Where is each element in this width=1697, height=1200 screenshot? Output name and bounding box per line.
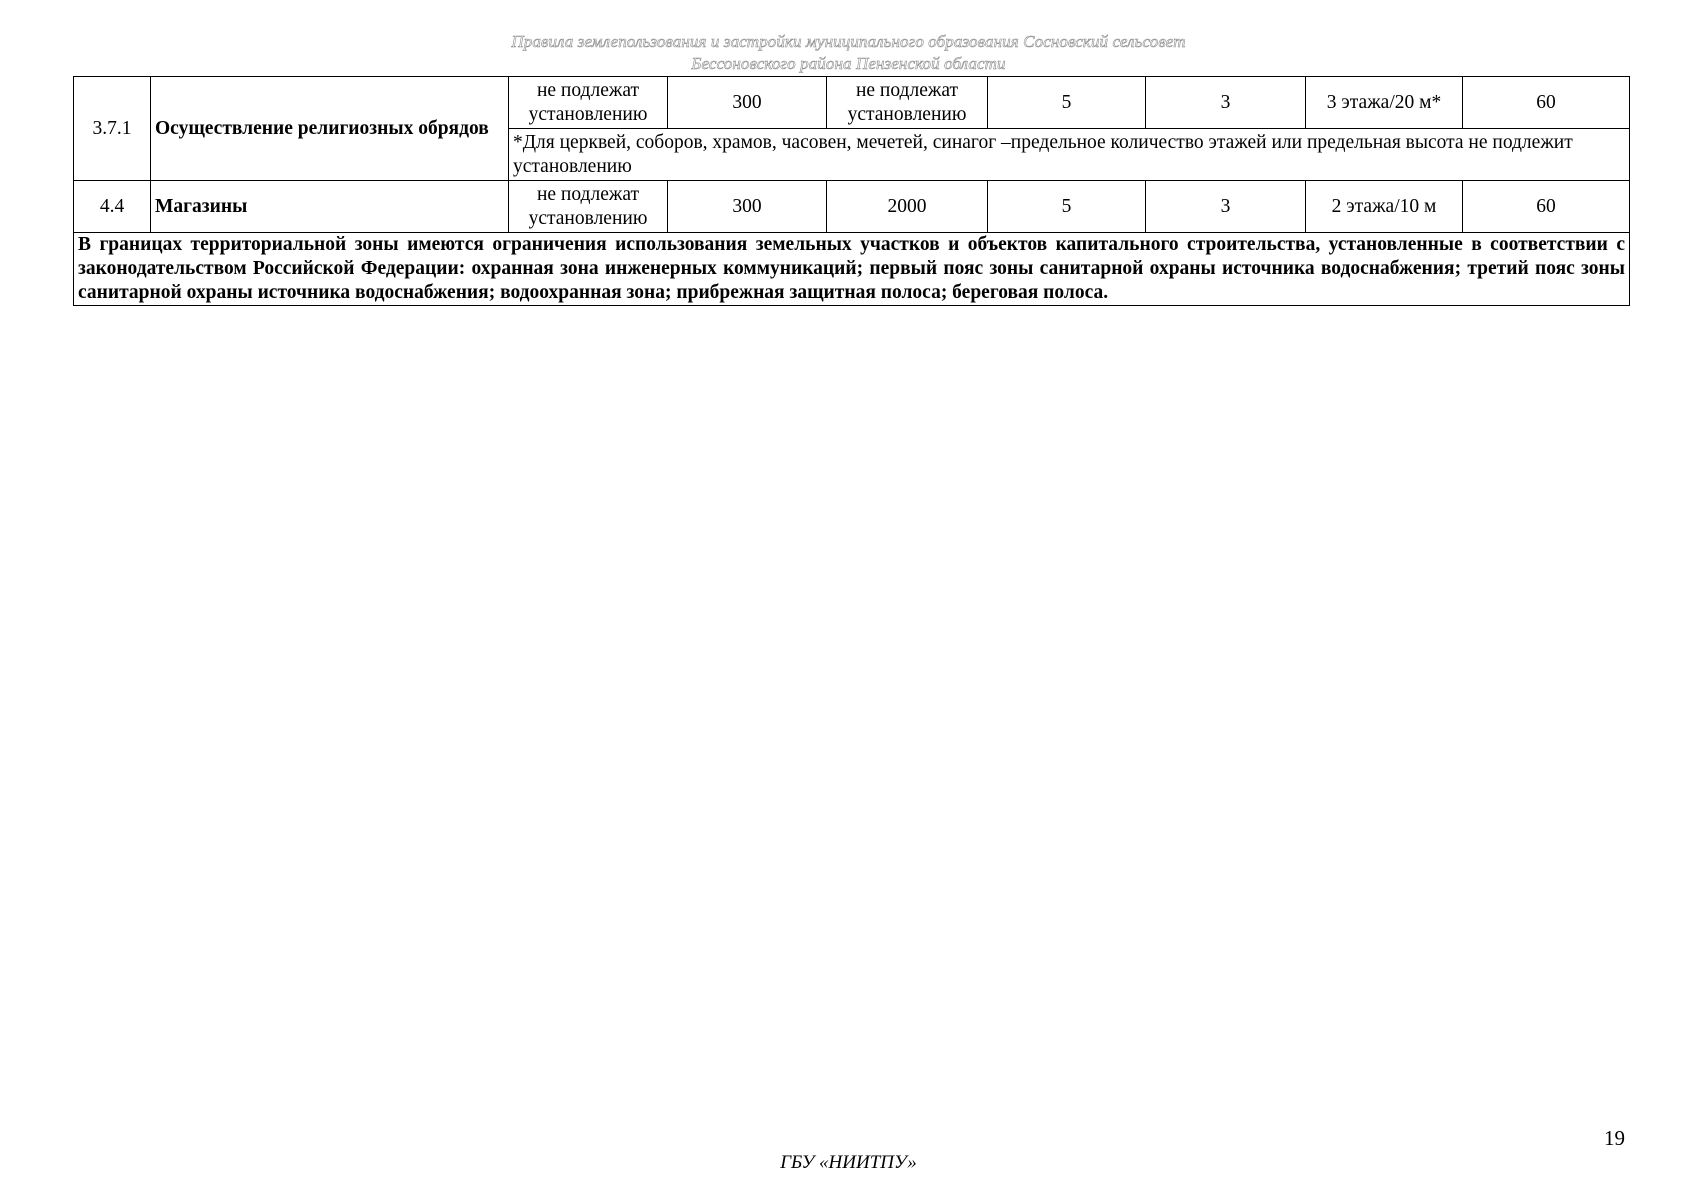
table-cell: не подлежат установлению bbox=[509, 77, 668, 129]
zoning-regulations-table bbox=[73, 76, 1630, 306]
table-cell: 2 этажа/10 м bbox=[1306, 181, 1463, 233]
table-cell: 60 bbox=[1463, 77, 1630, 129]
table-cell: 3 этажа/20 м* bbox=[1306, 77, 1463, 129]
row-name: Магазины bbox=[151, 181, 509, 233]
row-name: Осуществление религиозных обрядов bbox=[151, 77, 509, 181]
table-cell: 60 bbox=[1463, 181, 1630, 233]
table-cell: 3 bbox=[1146, 77, 1306, 129]
table-cell: не подлежат установлению bbox=[509, 181, 668, 233]
table-cell: 2000 bbox=[827, 181, 988, 233]
header-line-1: Правила землепользования и застройки муниципального образования Сосновский сельсовет bbox=[511, 32, 1186, 51]
row-code: 3.7.1 bbox=[74, 77, 151, 181]
table-cell: 5 bbox=[988, 77, 1146, 129]
table-row bbox=[74, 181, 1630, 233]
page-number: 19 bbox=[1604, 1126, 1625, 1150]
row-footnote: *Для церквей, соборов, храмов, часовен, мечетей, синагог –предельное количество этажей или предельная высота не подлежит установлению bbox=[509, 129, 1630, 181]
table-cell: 5 bbox=[988, 181, 1146, 233]
page-header bbox=[0, 31, 1697, 75]
table-row bbox=[74, 77, 1630, 129]
organization-footer: ГБУ «НИИТПУ» bbox=[780, 1152, 917, 1173]
table-cell: 300 bbox=[668, 181, 827, 233]
header-line-2: Бессоновского района Пензенской области bbox=[691, 54, 1006, 73]
zone-restrictions-text: В границах территориальной зоны имеются ограничения использования земельных участков и объектов капитального строительства, установленные в соответствии с законодательством Российской Федерации: охранная зона инженерных коммуникаций; первый пояс зоны санитарной охраны источника водоснабжения; третий пояс зоны санитарной охраны источника водоснабжения; водоохранная зона; прибрежная защитная полоса; береговая полоса. bbox=[74, 233, 1630, 306]
table-cell: не подлежат установлению bbox=[827, 77, 988, 129]
table-row-restrictions bbox=[74, 233, 1630, 306]
row-code: 4.4 bbox=[74, 181, 151, 233]
table-cell: 3 bbox=[1146, 181, 1306, 233]
table-cell: 300 bbox=[668, 77, 827, 129]
